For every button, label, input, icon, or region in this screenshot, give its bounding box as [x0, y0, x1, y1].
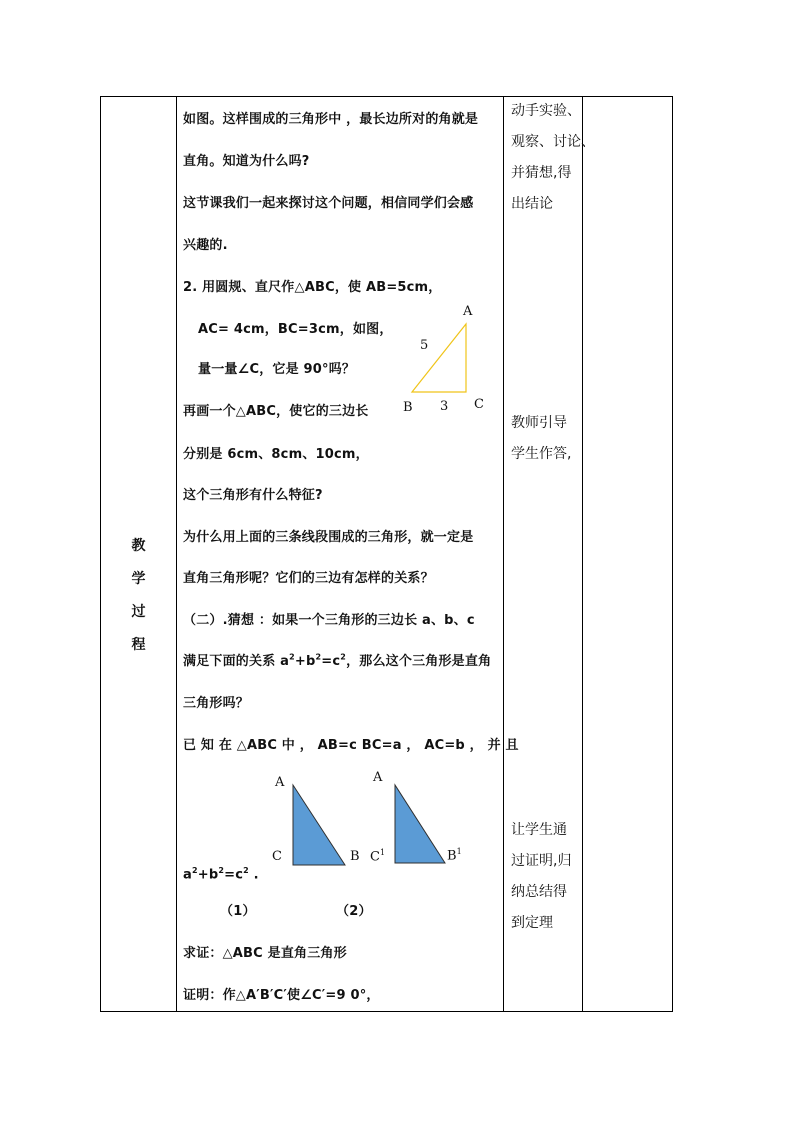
triangle-figure-2b: [395, 785, 450, 863]
superscript: 2: [315, 652, 322, 662]
content-line: [183, 650, 491, 669]
side-note-2: [511, 408, 571, 470]
vertex-label-b1: [447, 847, 462, 863]
label-letter: B: [447, 848, 457, 864]
content-line: 量一量∠C，它是 90°吗？: [198, 362, 356, 377]
text-run: a: [183, 867, 192, 883]
text-run: .: [248, 867, 259, 883]
row-label-char: 教: [131, 538, 146, 554]
vertex-label-a1: A: [373, 770, 383, 785]
content-line: 2. 用圆规、直尺作△ABC，使 AB=5cm，: [183, 280, 442, 295]
content-line: 为什么用上面的三条线段围成的三角形，就一定是: [183, 530, 474, 545]
text-run: +b: [294, 654, 316, 669]
side-label-bc: 3: [440, 399, 449, 414]
figure-caption-2: （2）: [336, 904, 372, 919]
content-line: 这个三角形有什么特征?: [183, 488, 323, 503]
label-letter: C: [370, 849, 380, 865]
superscript: 2: [289, 652, 295, 662]
side-note-line: 并猜想,得: [511, 165, 572, 181]
text-run: 满足下面的关系 a: [183, 654, 290, 669]
content-line: 求证：△ABC 是直角三角形: [183, 946, 347, 961]
content-line: 证明：作△A′B′C′使∠C′=9 0°，: [183, 988, 380, 1003]
text-run: =c: [321, 654, 341, 669]
content-line: 三角形吗？: [183, 696, 250, 711]
superscript: 2: [191, 866, 198, 875]
side-note-line: 到定理: [511, 915, 553, 931]
text-run: =c: [224, 867, 244, 883]
column-divider-3: [582, 96, 583, 1012]
superscript: 2: [218, 866, 225, 875]
vertex-label-c: C: [272, 849, 282, 864]
row-label-char: 学: [131, 571, 146, 587]
vertex-label-c1: [370, 848, 385, 864]
content-line: 如图。这样围成的三角形中 ，最长边所对的角就是: [183, 112, 479, 127]
side-note-line: 学生作答,: [511, 446, 572, 462]
content-line: 分别是 6cm、8cm、10cm，: [183, 447, 369, 462]
vertex-label-c: C: [474, 397, 484, 412]
superscript: 2: [243, 866, 249, 875]
text-run: +b: [197, 867, 219, 883]
superscript: 1: [379, 848, 386, 857]
content-line: AC= 4cm，BC=3cm，如图，: [198, 322, 393, 337]
side-note-line: 过证明,归: [511, 853, 572, 869]
row-label-char: 程: [131, 637, 146, 653]
content-line: 直角。知道为什么吗?: [183, 154, 310, 169]
triangle-figure-2a: [293, 785, 353, 865]
triangle-shape: [293, 785, 345, 865]
superscript: 2: [340, 652, 347, 662]
figure-caption-1: （1）: [220, 904, 256, 919]
column-divider-2: [503, 96, 504, 1012]
text-run: ，那么这个三角形是直角: [346, 654, 492, 669]
side-note-line: 观察、讨论、: [511, 134, 595, 150]
triangle-figure-1: [410, 322, 470, 392]
side-note-line: 让学生通: [511, 822, 567, 838]
vertex-label-b: B: [403, 400, 413, 415]
row-label-char: 过: [131, 604, 146, 620]
content-line: 兴趣的.: [183, 238, 228, 253]
side-note-3: [511, 815, 571, 939]
content-line: 已 知 在 △ABC 中 ， AB=c BC=a ， AC=b ， 并 且: [183, 738, 519, 753]
column-divider-1: [176, 96, 177, 1012]
vertex-label-b: B: [350, 849, 360, 864]
content-line: 这节课我们一起来探讨这个问题，相信同学们会感: [183, 196, 474, 211]
row-label: [101, 530, 176, 662]
side-note-line: 动手实验、: [511, 103, 581, 119]
content-line: 再画一个△ABC，使它的三边长: [183, 404, 369, 419]
triangle-outline: [412, 324, 466, 392]
content-line: （二）.猜想 ：如果一个三角形的三边长 a、b、c: [183, 613, 475, 628]
side-note-1: [511, 96, 595, 220]
content-line: [183, 866, 259, 882]
side-label-ab: 5: [420, 338, 429, 353]
vertex-label-a: A: [275, 775, 285, 790]
content-line: 直角三角形呢？它们的三边有怎样的关系？: [183, 571, 434, 586]
vertex-label-a: A: [463, 304, 473, 319]
side-note-line: 纳总结得: [511, 884, 567, 900]
triangle-shape: [395, 785, 445, 863]
superscript: 1: [456, 847, 462, 856]
side-note-line: 出结论: [511, 196, 553, 212]
side-note-line: 教师引导: [511, 415, 567, 431]
